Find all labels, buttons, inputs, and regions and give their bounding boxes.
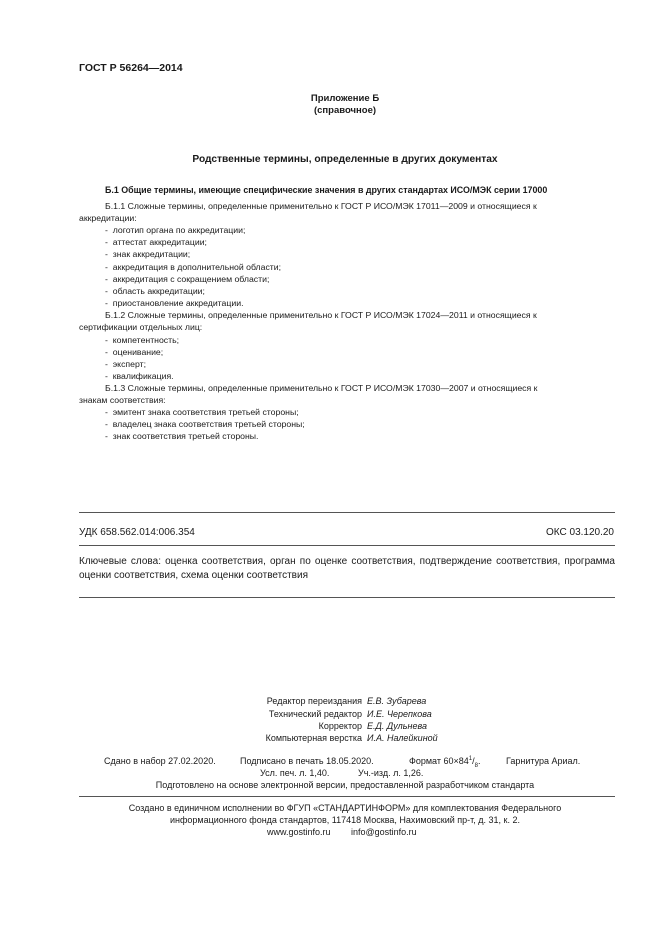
list-item: - компетентность; [105,335,180,345]
imprint-font: Гарнитура Ариал. [506,756,581,766]
editor-name: Е.В. Зубарева [367,696,427,706]
list-item: - аккредитация с сокращением области; [105,274,270,284]
editor-role: Технический редактор [268,709,362,719]
publisher-site: www.gostinfo.ru [267,827,331,837]
group-2-intro-cont: сертификации отдельных лиц: [79,322,203,332]
udk-code: УДК 658.562.014:006.354 [79,527,195,538]
list-item: - оценивание; [105,347,164,357]
publisher-email: info@gostinfo.ru [351,827,417,837]
list-item: - эмитент знака соответствия третьей стороны; [105,407,299,417]
list-item: - область аккредитации; [105,286,205,296]
group-2-intro: Б.1.2 Сложные термины, определенные применительно к ГОСТ Р ИСО/МЭК 17024—2011 и относящиеся к [105,310,537,320]
editor-name: И.А. Налейкиной [367,733,438,743]
group-1-intro: Б.1.1 Сложные термины, определенные применительно к ГОСТ Р ИСО/МЭК 17011—2009 и относящиеся к [105,201,537,211]
list-item: - знак соответствия третьей стороны. [105,431,259,441]
oks-code: ОКС 03.120.20 [546,527,614,538]
publisher-line-2: информационного фонда стандартов, 117418 Москва, Нахимовский пр-т, д. 31, к. 2. [169,815,521,825]
imprint-sent: Сдано в набор 27.02.2020. [104,756,216,766]
list-item: - логотип органа по аккредитации; [105,225,246,235]
editor-name: Е.Д. Дульнева [367,721,427,731]
list-item: - эксперт; [105,359,146,369]
section-heading: Родственные термины, определенные в других документах [192,154,498,165]
publisher-line-1: Создано в единичном исполнении во ФГУП «СТАНДАРТИНФОРМ» для комплектования Федерального [128,803,562,813]
imprint-signed: Подписано в печать 18.05.2020. [240,756,374,766]
list-item: - приостановление аккредитации. [105,298,244,308]
imprint-pub-sheets: Уч.-изд. л. 1,26. [358,768,424,778]
group-3-intro: Б.1.3 Сложные термины, определенные применительно к ГОСТ Р ИСО/МЭК 17030—2007 и относящиеся к [105,383,538,393]
list-item: - аттестат аккредитации; [105,237,207,247]
divider [79,597,615,598]
list-item: - аккредитация в дополнительной области; [105,262,282,272]
editor-name: И.Е. Черепкова [367,709,432,719]
group-1-intro-cont: аккредитации: [79,213,137,223]
imprint-sheets: Усл. печ. л. 1,40. [260,768,330,778]
editor-role: Корректор [318,721,362,731]
appendix-note: (справочное) [313,105,377,116]
keywords: Ключевые слова: оценка соответствия, орган по оценке соответствия, подтверждение соответствия, программа оценки соответствия, схема оценки соответствия [79,556,615,581]
divider [79,796,615,797]
imprint-prepared: Подготовлено на основе электронной версии, предоставленной разработчиком стандарта [155,780,535,790]
divider [79,545,615,546]
divider [79,512,615,513]
appendix-title: Приложение Б [310,93,380,104]
standard-number: ГОСТ Р 56264—2014 [79,62,183,74]
list-item: - владелец знака соответствия третьей стороны; [105,419,305,429]
list-item: - знак аккредитации; [105,249,191,259]
list-item: - квалификация. [105,371,174,381]
group-3-intro-cont: знакам соответствия: [79,395,166,405]
imprint-format: Формат $60\times 84^1/_8$. [409,756,481,769]
editor-role: Редактор переиздания [266,696,362,706]
subsection-title: Б.1 Общие термины, имеющие специфические значения в других стандартах ИСО/МЭК серии 17000 [105,185,548,195]
editor-role: Компьютерная верстка [265,733,362,743]
